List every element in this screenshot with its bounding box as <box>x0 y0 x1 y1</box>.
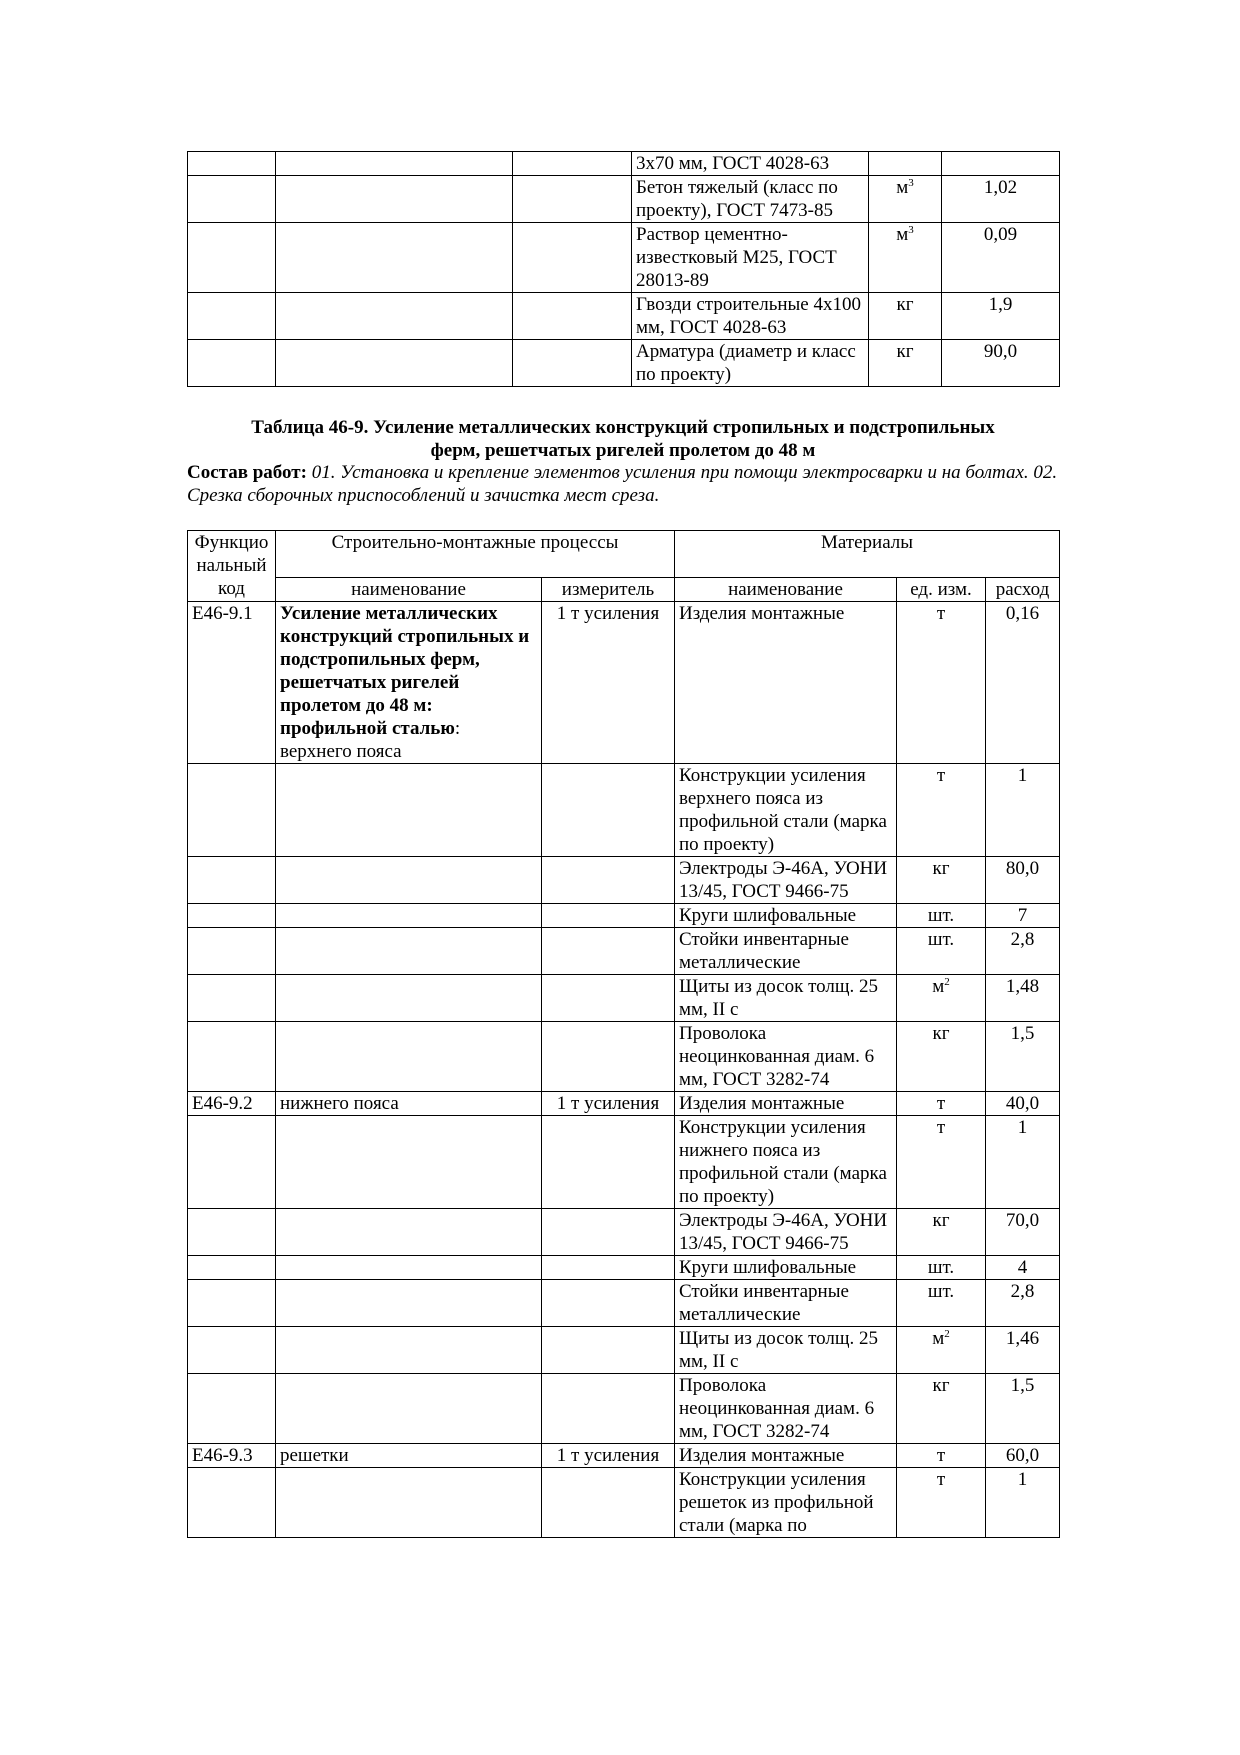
material-unit <box>897 928 986 975</box>
unit-text: кг <box>932 858 950 879</box>
table-row <box>188 1209 1060 1256</box>
unit-superscript: 3 <box>908 177 914 189</box>
unit-text: кг <box>932 1023 950 1044</box>
table-row <box>188 1092 1060 1116</box>
material-unit <box>897 1327 986 1374</box>
material-name: Гвозди строительные 4х100 мм, ГОСТ 4028-63 <box>632 293 869 340</box>
header-materials: Материалы <box>675 531 1060 578</box>
table-row <box>188 1280 1060 1327</box>
unit-text: кг <box>932 1210 950 1231</box>
process-measure <box>542 1468 675 1538</box>
material-amount: 7 <box>986 904 1060 928</box>
material-name: Изделия монтажные <box>675 1444 897 1468</box>
material-name: Проволока неоцинкованная диам. 6 мм, ГОСТ 3282-74 <box>675 1022 897 1092</box>
unit-text: кг <box>896 341 914 362</box>
empty-cell <box>276 293 513 340</box>
unit-text: м <box>896 224 909 245</box>
function-code <box>188 857 276 904</box>
empty-cell <box>188 223 276 293</box>
header-processes: Строительно-монтажные процессы <box>276 531 675 578</box>
process-measure <box>542 857 675 904</box>
function-code <box>188 1022 276 1092</box>
material-unit <box>869 176 942 223</box>
material-name: Стойки инвентарные металлические <box>675 1280 897 1327</box>
header-code: Функцио нальный код <box>188 531 276 602</box>
header-code-tail: код <box>218 578 245 599</box>
table-row <box>188 152 1060 176</box>
function-code <box>188 928 276 975</box>
process-measure <box>542 1256 675 1280</box>
process-name <box>276 1444 542 1468</box>
function-code <box>188 975 276 1022</box>
material-amount: 1,5 <box>986 1022 1060 1092</box>
material-amount: 90,0 <box>942 340 1060 387</box>
material-amount: 1,5 <box>986 1374 1060 1444</box>
function-code: Е46-9.3 <box>188 1444 276 1468</box>
table-row <box>188 223 1060 293</box>
function-code <box>188 1256 276 1280</box>
material-amount: 0,16 <box>986 602 1060 764</box>
table-row <box>188 857 1060 904</box>
material-amount: 0,09 <box>942 223 1060 293</box>
unit-text: шт. <box>927 929 955 950</box>
empty-cell <box>276 152 513 176</box>
material-name: Электроды Э-46А, УОНИ 13/45, ГОСТ 9466-75 <box>675 857 897 904</box>
function-code <box>188 904 276 928</box>
material-unit <box>897 1374 986 1444</box>
process-name <box>276 1256 542 1280</box>
material-amount: 1,9 <box>942 293 1060 340</box>
process-measure <box>542 1022 675 1092</box>
empty-cell <box>513 176 632 223</box>
process-name <box>276 1327 542 1374</box>
work-composition <box>187 461 1067 507</box>
process-name <box>276 764 542 857</box>
process-name <box>276 1116 542 1209</box>
process-measure <box>542 1327 675 1374</box>
unit-text: т <box>936 603 946 624</box>
material-name: Изделия монтажные <box>675 1092 897 1116</box>
material-amount: 40,0 <box>986 1092 1060 1116</box>
material-unit <box>897 904 986 928</box>
material-unit <box>897 1444 986 1468</box>
material-unit <box>897 1116 986 1209</box>
material-amount <box>942 152 1060 176</box>
process-name <box>276 975 542 1022</box>
empty-cell <box>513 293 632 340</box>
material-unit <box>897 1092 986 1116</box>
material-name: Арматура (диаметр и класс по проекту) <box>632 340 869 387</box>
table-row <box>188 904 1060 928</box>
header-material-amount: расход <box>986 578 1060 602</box>
header-row-2 <box>188 578 1060 602</box>
table-row <box>188 975 1060 1022</box>
material-name: Изделия монтажные <box>675 602 897 764</box>
unit-text: т <box>936 765 946 786</box>
process-text: решетки <box>280 1445 349 1466</box>
function-code <box>188 764 276 857</box>
header-row-1 <box>188 531 1060 578</box>
function-code <box>188 1280 276 1327</box>
process-measure <box>542 1374 675 1444</box>
material-amount: 1,48 <box>986 975 1060 1022</box>
process-measure <box>542 975 675 1022</box>
unit-text: м <box>932 976 945 997</box>
unit-text: шт. <box>927 905 955 926</box>
function-code <box>188 602 276 764</box>
process-name <box>276 1092 542 1116</box>
code-text: Е46-9.1 <box>192 603 253 624</box>
caption-line-1: Таблица 46-9. Усиление металлических конструкций стропильных и подстропильных <box>251 417 995 438</box>
caption-line-2: ферм, решетчатых ригелей пролетом до 48 м <box>430 440 816 461</box>
material-amount: 2,8 <box>986 928 1060 975</box>
material-unit <box>869 152 942 176</box>
process-measure <box>542 764 675 857</box>
process-text: верхнего пояса <box>280 741 402 762</box>
process-name <box>276 904 542 928</box>
material-unit <box>897 1280 986 1327</box>
continued-materials-table <box>187 151 1060 387</box>
process-colon: : <box>454 718 461 739</box>
unit-text: т <box>936 1445 946 1466</box>
table-row <box>188 602 1060 764</box>
material-amount: 80,0 <box>986 857 1060 904</box>
unit-text: м <box>896 177 909 198</box>
table-row <box>188 928 1060 975</box>
process-name <box>276 928 542 975</box>
process-measure <box>542 928 675 975</box>
function-code <box>188 1116 276 1209</box>
process-measure <box>542 904 675 928</box>
unit-text: шт. <box>927 1257 955 1278</box>
material-amount: 1,46 <box>986 1327 1060 1374</box>
material-amount: 1 <box>986 1468 1060 1538</box>
process-name <box>276 602 542 764</box>
material-unit <box>897 1256 986 1280</box>
function-code <box>188 1468 276 1538</box>
table-row <box>188 1444 1060 1468</box>
unit-text: т <box>936 1469 946 1490</box>
material-name: Конструкции усиления верхнего пояса из профильной стали (марка по проекту) <box>675 764 897 857</box>
unit-text: кг <box>896 294 914 315</box>
material-amount: 4 <box>986 1256 1060 1280</box>
material-amount: 1,02 <box>942 176 1060 223</box>
material-unit <box>897 857 986 904</box>
empty-cell <box>188 293 276 340</box>
function-code <box>188 1327 276 1374</box>
material-unit <box>897 764 986 857</box>
empty-cell <box>513 340 632 387</box>
process-name <box>276 1374 542 1444</box>
table-row <box>188 176 1060 223</box>
table-row <box>188 1327 1060 1374</box>
empty-cell <box>188 340 276 387</box>
process-name <box>276 1280 542 1327</box>
table-row <box>188 1022 1060 1092</box>
material-unit <box>897 1209 986 1256</box>
unit-text: м <box>932 1328 945 1349</box>
process-measure: 1 т усиления <box>542 602 675 764</box>
material-amount: 70,0 <box>986 1209 1060 1256</box>
material-name: Щиты из досок толщ. 25 мм, II с <box>675 975 897 1022</box>
process-measure <box>542 1209 675 1256</box>
process-bold-text: Усиление металлических конструкций стропильных и подстропильных ферм, решетчатых ригелей пролетом до 48 м: профильной сталью <box>280 603 530 739</box>
table-caption <box>187 416 1059 462</box>
header-process-name: наименование <box>276 578 542 602</box>
composition-label: Состав работ: <box>187 462 307 483</box>
empty-cell <box>276 176 513 223</box>
unit-text: кг <box>932 1375 950 1396</box>
material-name: Круги шлифовальные <box>675 1256 897 1280</box>
table-row <box>188 764 1060 857</box>
header-process-unit: измеритель <box>542 578 675 602</box>
table-row <box>188 293 1060 340</box>
unit-text: шт. <box>927 1281 955 1302</box>
process-name <box>276 1468 542 1538</box>
material-unit <box>869 340 942 387</box>
material-name: Стойки инвентарные металлические <box>675 928 897 975</box>
material-name: Щиты из досок толщ. 25 мм, II с <box>675 1327 897 1374</box>
material-unit <box>897 1468 986 1538</box>
material-amount: 60,0 <box>986 1444 1060 1468</box>
table-row <box>188 1256 1060 1280</box>
empty-cell <box>276 340 513 387</box>
table-row <box>188 340 1060 387</box>
norms-table <box>187 530 1060 1538</box>
unit-text: т <box>936 1117 946 1138</box>
header-material-unit: ед. изм. <box>897 578 986 602</box>
unit-text: т <box>936 1093 946 1114</box>
material-name: Бетон тяжелый (класс по проекту), ГОСТ 7473-85 <box>632 176 869 223</box>
process-name <box>276 857 542 904</box>
composition-text: 01. Установка и крепление элементов усиления при помощи электросварки и на болтах. 02. Срезка сборочных приспособлений и зачистка мест среза. <box>187 462 1058 506</box>
process-text: нижнего пояса <box>280 1093 399 1114</box>
process-measure: 1 т усиления <box>542 1444 675 1468</box>
empty-cell <box>276 223 513 293</box>
material-name: Круги шлифовальные <box>675 904 897 928</box>
material-name: Конструкции усиления нижнего пояса из профильной стали (марка по проекту) <box>675 1116 897 1209</box>
material-name: Проволока неоцинкованная диам. 6 мм, ГОСТ 3282-74 <box>675 1374 897 1444</box>
process-name <box>276 1022 542 1092</box>
unit-superscript: 2 <box>944 1328 950 1340</box>
material-name: Конструкции усиления решеток из профильной стали (марка по <box>675 1468 897 1538</box>
function-code <box>188 1209 276 1256</box>
process-name <box>276 1209 542 1256</box>
material-amount: 1 <box>986 1116 1060 1209</box>
empty-cell <box>513 152 632 176</box>
material-unit <box>869 223 942 293</box>
material-name: Электроды Э-46А, УОНИ 13/45, ГОСТ 9466-75 <box>675 1209 897 1256</box>
function-code <box>188 1374 276 1444</box>
material-name: Раствор цементно-известковый М25, ГОСТ 28013-89 <box>632 223 869 293</box>
table-row <box>188 1374 1060 1444</box>
material-unit <box>869 293 942 340</box>
table-row <box>188 1116 1060 1209</box>
unit-superscript: 3 <box>908 224 914 236</box>
material-unit <box>897 975 986 1022</box>
process-measure <box>542 1280 675 1327</box>
header-material-name: наименование <box>675 578 897 602</box>
empty-cell <box>188 176 276 223</box>
function-code: Е46-9.2 <box>188 1092 276 1116</box>
process-measure <box>542 1116 675 1209</box>
material-amount: 1 <box>986 764 1060 857</box>
process-measure: 1 т усиления <box>542 1092 675 1116</box>
material-unit <box>897 1022 986 1092</box>
unit-superscript: 2 <box>944 976 950 988</box>
material-unit <box>897 602 986 764</box>
material-name: 3х70 мм, ГОСТ 4028-63 <box>632 152 869 176</box>
material-amount: 2,8 <box>986 1280 1060 1327</box>
table-row <box>188 1468 1060 1538</box>
empty-cell <box>188 152 276 176</box>
empty-cell <box>513 223 632 293</box>
